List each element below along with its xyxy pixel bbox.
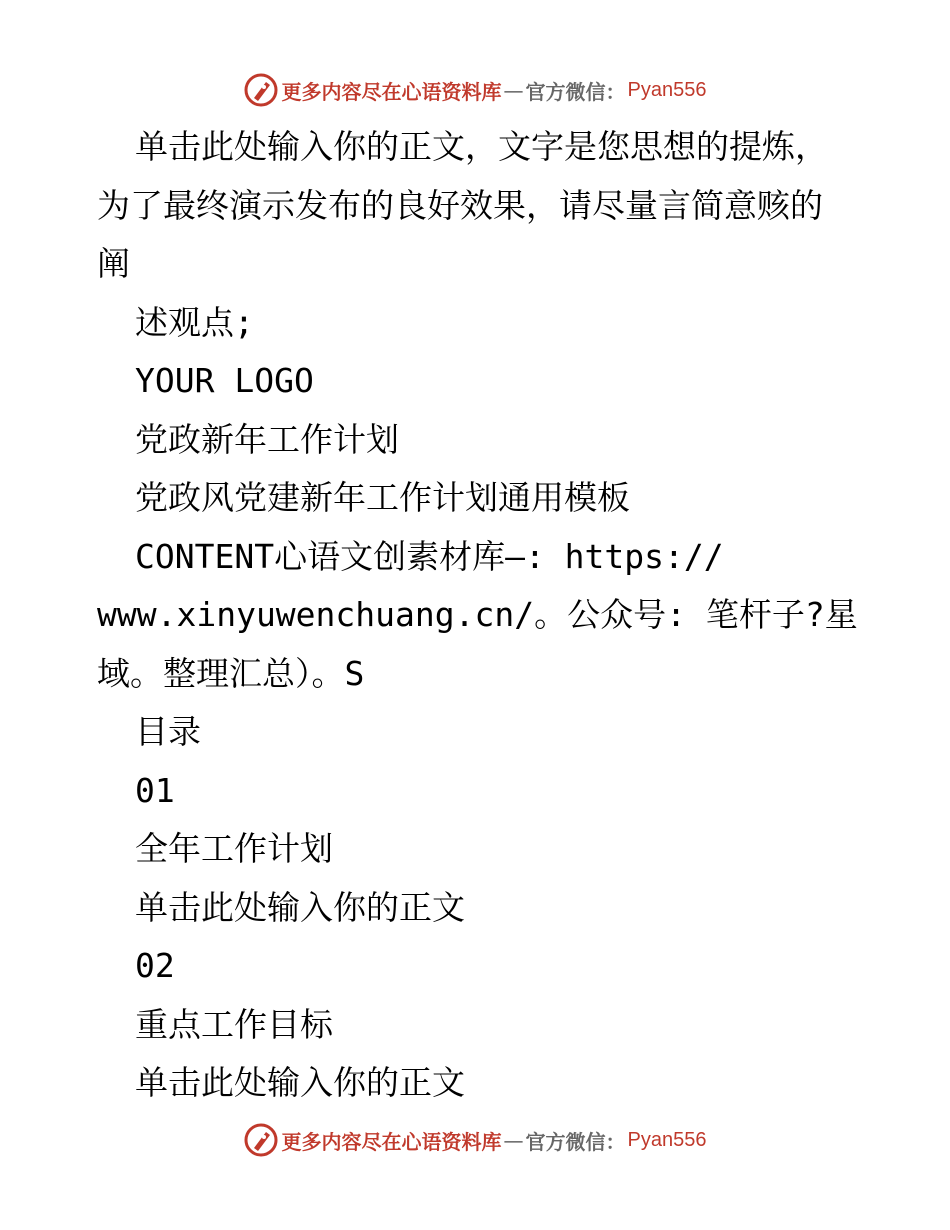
banner-site-text: 更多内容尽在心语资料库 — [281, 79, 502, 104]
body-line: 党政风党建新年工作计划通用模板 — [135, 478, 630, 517]
body-line: 单击此处输入你的正文，文字是您思想的提炼， — [135, 127, 828, 166]
body-line: 述观点; — [135, 302, 254, 342]
pen-nib-icon — [244, 73, 278, 107]
toc-title: 重点工作目标 — [135, 1004, 333, 1044]
toc-heading: 目录 — [135, 712, 201, 751]
document-body — [97, 118, 857, 1113]
body-line: 域。整理汇总）。S — [97, 653, 365, 693]
toc-description: 单击此处输入你的正文 — [135, 887, 465, 927]
body-line: CONTENT心语文创素材库—: https:// — [135, 536, 724, 576]
banner-wechat-label: 官方微信： — [525, 1129, 626, 1154]
toc-description: 单击此处输入你的正文 — [135, 1063, 465, 1102]
banner-wechat-id: Pyan556 — [627, 1128, 707, 1151]
banner-separator: — — [503, 1128, 524, 1152]
body-line: www.xinyuwenchuang.cn/。公众号: 笔杆子?星 — [97, 595, 858, 634]
body-line: 阐 — [97, 244, 130, 283]
header-banner — [0, 70, 950, 110]
pen-nib-icon — [244, 1123, 278, 1157]
banner-site-text: 更多内容尽在心语资料库 — [281, 1129, 502, 1154]
toc-number: 01 — [135, 770, 175, 810]
footer-banner — [0, 1120, 950, 1160]
toc-number: 02 — [135, 946, 175, 985]
body-line: 为了最终演示发布的良好效果，请尽量言简意赅的 — [97, 185, 823, 225]
banner-separator: — — [503, 78, 524, 102]
body-line: 党政新年工作计划 — [135, 419, 399, 459]
banner-wechat-id: Pyan556 — [627, 78, 707, 101]
banner-wechat-label: 官方微信： — [525, 79, 626, 104]
toc-title: 全年工作计划 — [135, 829, 333, 868]
body-line: YOUR LOGO — [135, 361, 314, 400]
